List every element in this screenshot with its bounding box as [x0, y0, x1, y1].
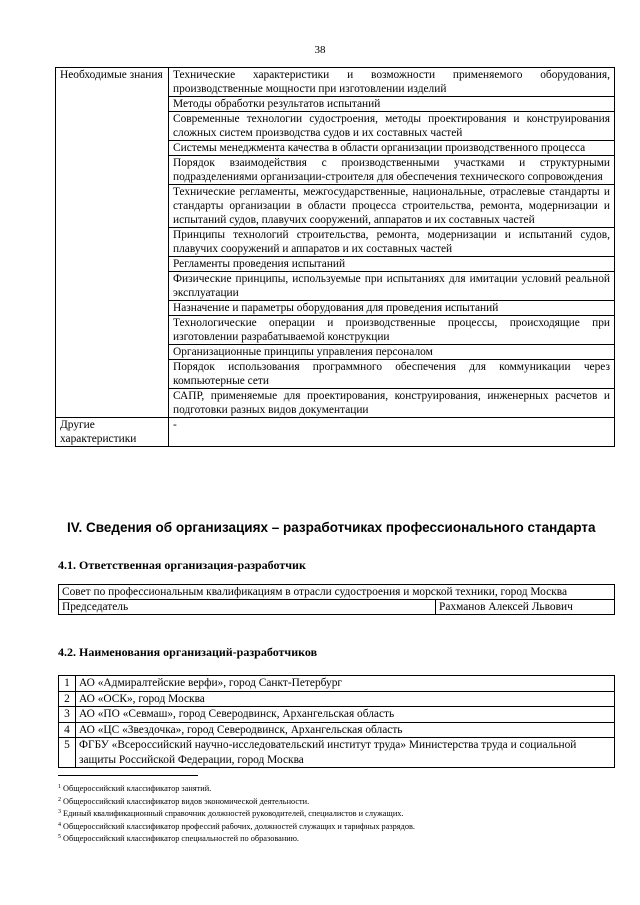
- footnote-text: Общероссийский классификатор специальностей по образованию.: [63, 834, 299, 844]
- row-number: 1: [59, 676, 76, 692]
- knowledge-item: САПР, применяемые для проектирования, конструирования, инженерных расчетов и подготовки разных видов документации: [169, 389, 615, 418]
- knowledge-item: Порядок использования программного обеспечения для коммуникации через компьютерные сети: [169, 360, 615, 389]
- knowledge-item: Физические принципы, используемые при испытаниях для имитации условий реальной эксплуатации: [169, 272, 615, 301]
- footnote-text: Общероссийский классификатор занятий.: [63, 784, 212, 793]
- chairman-position: Председатель: [59, 600, 436, 615]
- responsible-organization-table: [58, 584, 615, 615]
- row-number: 2: [59, 691, 76, 707]
- footnote-mark: 4: [58, 821, 61, 828]
- footnote-text: Общероссийский классификатор видов экономической деятельности.: [63, 796, 310, 806]
- organization-name: АО «Адмиралтейские верфи», город Санкт-Петербург: [76, 676, 615, 692]
- footnote-mark: 3: [58, 809, 61, 816]
- table-row: [59, 738, 615, 768]
- subsection-heading-responsible: 4.1. Ответственная организация-разработчик: [58, 558, 306, 572]
- footnote-mark: 1: [58, 784, 61, 790]
- other-characteristics-label: Другие характеристики: [56, 418, 169, 447]
- organization-name: АО «ПО «Севмаш», город Северодвинск, Архангельская область: [76, 707, 615, 723]
- organization-name: АО «ЦС «Звездочка», город Северодвинск, Архангельская область: [76, 722, 615, 738]
- organization-name: АО «ОСК», город Москва: [76, 691, 615, 707]
- required-knowledge-label: Необходимые знания: [56, 68, 169, 418]
- row-number: 3: [59, 707, 76, 723]
- other-characteristics-value: -: [169, 418, 615, 447]
- knowledge-item: Системы менеджмента качества в области организации производственного процесса: [169, 141, 615, 156]
- knowledge-item: Методы обработки результатов испытаний: [169, 97, 615, 112]
- footnote: [58, 795, 618, 808]
- footnote: [58, 782, 618, 795]
- footnote-text: Единый квалификационный справочник должностей руководителей, специалистов и служащих.: [63, 809, 404, 819]
- organization-name: ФГБУ «Всероссийский научно-исследовательский институт труда» Министерства труда и социальной защиты Российской Федерации, город Москва: [76, 738, 615, 768]
- knowledge-item: Технические регламенты, межгосударственные, национальные, отраслевые стандарты и стандарты организации в области процесса строительства, ремонта, модернизации и испытаний судов, плавучих сооружений, аппаратов и их составных частей: [169, 185, 615, 228]
- knowledge-item: Регламенты проведения испытаний: [169, 257, 615, 272]
- footnote-text: Общероссийский классификатор профессий рабочих, должностей служащих и тарифных разрядов.: [63, 821, 415, 831]
- chairman-name: Рахманов Алексей Львович: [436, 600, 615, 615]
- knowledge-item: Технологические операции и производственные процессы, происходящие при изготовлении разрабатываемой конструкции: [169, 316, 615, 345]
- table-row: [59, 722, 615, 738]
- table-row: [56, 68, 615, 97]
- section-title: IV. Сведения об организациях – разработчиках профессионального стандарта: [67, 520, 596, 535]
- knowledge-table: [55, 67, 615, 447]
- footnote-divider: [58, 775, 198, 776]
- footnote-mark: 5: [58, 834, 61, 841]
- table-row: [59, 707, 615, 723]
- row-number: 4: [59, 722, 76, 738]
- footnote-mark: 2: [58, 796, 61, 803]
- table-row: [59, 600, 615, 615]
- table-row: [56, 418, 615, 447]
- knowledge-item: Порядок взаимодействия с производственными участками и структурными подразделениями организации-строителя для обеспечения технического сопровождения: [169, 156, 615, 185]
- knowledge-item: Назначение и параметры оборудования для проведения испытаний: [169, 301, 615, 316]
- subsection-heading-developers: 4.2. Наименования организаций-разработчиков: [58, 645, 318, 659]
- page-number: 38: [314, 44, 326, 56]
- table-row: [59, 691, 615, 707]
- responsible-organization-name: Совет по профессиональным квалификациям в отрасли судостроения и морской техники, город Москва: [59, 585, 615, 600]
- knowledge-item: Организационные принципы управления персоналом: [169, 345, 615, 360]
- footnotes: [58, 782, 618, 845]
- row-number: 5: [59, 738, 76, 768]
- table-row: [59, 585, 615, 600]
- developer-organizations-table: [58, 675, 615, 768]
- footnote: [58, 820, 618, 833]
- knowledge-item: Технические характеристики и возможности применяемого оборудования, производственные мощности при изготовлении изделий: [169, 68, 615, 97]
- footnote: [58, 807, 618, 820]
- knowledge-item: Современные технологии судостроения, методы проектирования и конструирования сложных систем производства судов и их составных частей: [169, 112, 615, 141]
- knowledge-item: Принципы технологий строительства, ремонта, модернизации и испытаний судов, плавучих сооружений и аппаратов и их составных частей: [169, 228, 615, 257]
- table-row: [59, 676, 615, 692]
- footnote: [58, 832, 618, 845]
